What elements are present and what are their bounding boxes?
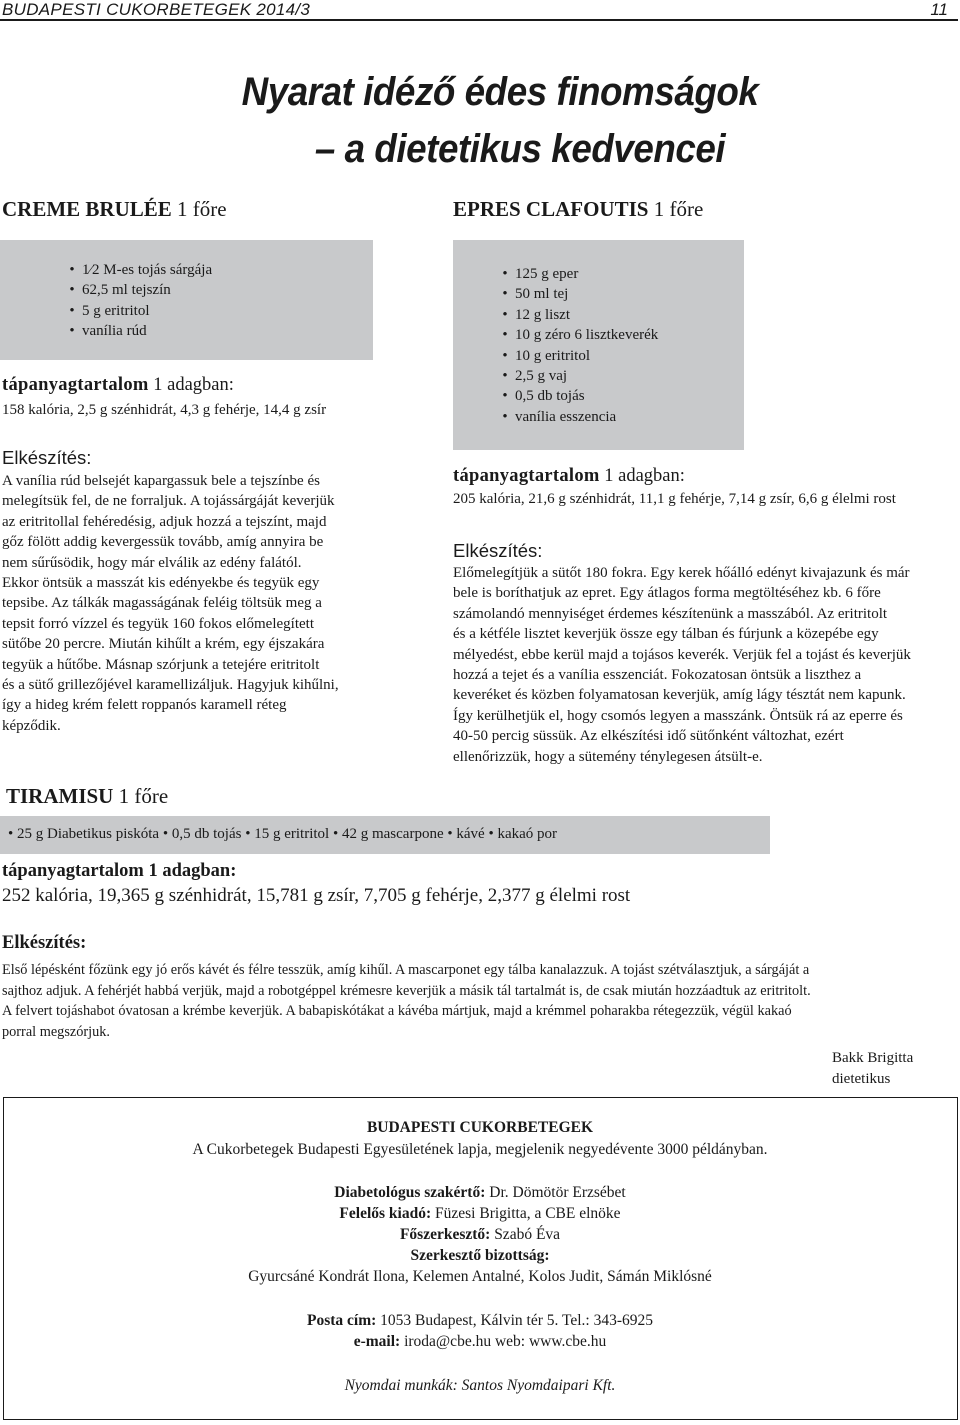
ingredient-item: • 0,5 db tojás [495,386,658,406]
masthead-publisher [0,1205,960,1223]
email-value: iroda@cbe.hu web: www.cbe.hu [404,1333,607,1350]
prep-line: A felvert tojáshabot óvatosan a krémbe keverjük. A babapiskótákat a kávéba mártjuk, majd a krémmel poharakba rétegezzük, végül kakaó [2,1003,792,1019]
masthead-board-label: Szerkesztő bizottság: [410,1247,550,1264]
masthead-board: Gyurcsáné Kondrát Ilona, Kelemen Antalné, Kolos Judit, Sámán Miklósné [248,1268,712,1285]
ingredient-item: • 10 g zéro 6 lisztkeverék [495,325,658,345]
prep-line: így a hideg krém felett roppanós karamell réteg [2,697,287,714]
ingredient-item: • vanília rúd [62,321,212,341]
ingredient-item: 25 g Diabetikus piskóta [17,826,160,842]
ingredient-item: • 62,5 ml tejszín [62,280,212,300]
page-title-line1: Nyarat idéző édes finomságok [241,70,759,114]
tiramisu-ingredients: • 25 g Diabetikus piskóta • 0,5 db tojás • 15 g eritritol • 42 g mascarpone • kávé • kakaó por [8,826,558,842]
clafoutis-ingredients [495,264,658,427]
tiramisu-name: TIRAMISU [6,784,114,808]
expert-name: Dr. Dömötör Erzsébet [489,1184,626,1201]
nutrition-label: tápanyagtartalom [453,466,600,486]
creme-brulee-prep [2,471,374,736]
prep-line: Első lépésként főzünk egy jó erős kávét és félre tesszük, amíg kihűl. A mascarponet egy tálba kanalazzuk. A tojást szétválasztjuk, a sárgáját a [2,962,810,978]
ingredient-item: • 5 g eritritol [62,301,212,321]
creme-brulee-servings: 1 főre [177,197,227,221]
clafoutis-ingredients-box [453,240,744,450]
prep-line: Így kerülhetjük el, hogy csomós legyen a masszánk. Öntsük rá az eperre és [453,707,903,724]
address-value: 1053 Budapest, Kálvin tér 5. Tel.: 343-6925 [380,1312,654,1329]
creme-brulee-nutrition: 158 kalória, 2,5 g szénhidrát, 4,3 g fehérje, 14,4 g zsír [2,402,327,418]
page-number: 11 [930,0,948,19]
page-title-line2: – a dietetikus kedvencei [314,127,726,171]
ingredient-item: kávé [456,826,485,842]
creme-brulee-ingredients-box [0,240,373,360]
prep-line: ellenőrizzük, hogy a sütemény ténylegesen átsült-e. [453,748,763,765]
tiramisu-ingredients-box [0,816,770,854]
creme-brulee-heading [2,197,227,222]
prep-line: tegyük a hűtőbe. Másnap szórjunk a tetejére eritritolt [2,656,320,673]
tiramisu-prep-label: Elkészítés: [2,933,87,953]
ingredient-item: • 12 g liszt [495,305,658,325]
author-signature [832,1048,913,1090]
ingredient-item: • 2,5 g vaj [495,366,658,386]
clafoutis-heading [453,197,703,222]
clafoutis-nutrition: 205 kalória, 21,6 g szénhidrát, 11,1 g fehérje, 7,14 g zsír, 6,6 g élelmi rost [453,491,896,507]
publisher-name: Füzesi Brigitta, a CBE elnöke [435,1205,621,1222]
masthead-address [0,1312,960,1330]
prep-line: sütőbe 20 percre. Miután kihűlt a krém, egy éjszakára [2,636,325,653]
address-label: Posta cím: [306,1312,377,1329]
clafoutis-nutrition-heading [453,466,685,487]
creme-brulee-name: CREME BRULÉE [2,197,172,221]
tiramisu-nutrition: 252 kalória, 19,365 g szénhidrát, 15,781 g zsír, 7,705 g fehérje, 2,377 g élelmi rost [2,885,631,906]
creme-brulee-ingredients [62,260,212,342]
prep-line: és a sütő grillezőjével karamellizáljuk. Hagyjuk kihűlni, [2,677,339,694]
masthead-org: BUDAPESTI CUKORBETEGEK [366,1119,594,1136]
author-role: dietetikus [832,1071,891,1087]
nutrition-label: tápanyagtartalom [2,375,149,395]
prep-line: gőz fölött addig kevergessük tovább, amíg annyira be [2,534,324,551]
publisher-label: Felelős kiadó: [339,1205,432,1222]
ingredient-item: 0,5 db tojás [171,826,242,842]
prep-line: A vanília rúd belsejét kapargassuk bele a tejszínbe és [2,473,320,489]
prep-line: melegítsük fel, de ne forraljuk. A tojássárgáját keverjük [2,493,335,510]
prep-line: bele is boríthatjuk az epret. Egy átlagos forma megtöltéséhez kb. 6 főre [453,585,881,602]
prep-line: képződik. [2,717,61,734]
nutrition-suffix: 1 adagban: [153,375,234,395]
publication-header: BUDAPESTI CUKORBETEGEK 2014/3 [2,0,311,19]
ingredient-item: • 10 g eritritol [495,346,658,366]
prep-line: tepsit forró vízzel és tegyük 160 fokos előmelegített [2,615,314,632]
prep-line: hozzá a tejet és a vanília esszenciát. Fokozatosan öntsük a liszthez a [453,667,862,684]
masthead-printer: Nyomdai munkák: Santos Nyomdaipari Kft. [344,1377,616,1394]
header-rule [0,19,958,21]
creme-brulee-prep-label: Elkészítés: [2,447,92,468]
prep-line: mélyedést, ebbe kerül majd a tojásos keverék. Verjük fel a tojást és keverjük [453,646,911,663]
ingredient-item: • vanília esszencia [495,407,658,427]
prep-line: számolandó mennyiséget érdemes készítenünk a masszából. Az eritritolt [453,605,888,622]
prep-line: sajthoz adjuk. A fehérjét habbá verjük, majd a robotgéppel krémesre keverjük a másik tál tartalmát is, de csak miután hozzáadtuk az eritritolt. [2,982,811,999]
editor-label: Főszerkesztő: [399,1226,491,1243]
prep-line: Ekkor öntsük a masszát kis edényekbe és tegyük egy [2,575,320,592]
masthead-description: A Cukorbetegek Budapesti Egyesületének lapja, megjelenik negyedévente 3000 példányban. [192,1141,768,1158]
prep-line: nem sűrűsödik, hogy már elválik az edény falától. [2,554,302,571]
ingredient-item: 42 g mascarpone [341,826,444,842]
prep-line: 40-50 percig süssük. Az elkészítési idő sütőnként változhat, ezért [453,728,844,745]
clafoutis-name: EPRES CLAFOUTIS [453,197,649,221]
email-label: e-mail: [353,1333,401,1350]
nutrition-suffix: 1 adagban: [604,466,685,486]
masthead-email [0,1333,960,1351]
prep-line: keveréket és közben folyamatosan keverjük, amíg lágy tésztát nem kapunk. [453,687,906,704]
ingredient-item: 15 g eritritol [254,826,330,842]
creme-brulee-nutrition-heading [2,375,234,396]
prep-line: tepsibe. Az tálkák magasságának feléig töltsük meg a [2,595,322,612]
prep-line: és a kétféle lisztet keverjük össze egy tálban és fúrjunk a közepébe egy [453,626,879,643]
tiramisu-prep [2,960,960,1042]
ingredient-item: kakaó por [497,826,558,842]
clafoutis-prep-label: Elkészítés: [453,540,543,561]
tiramisu-heading [6,784,168,809]
tiramisu-servings: 1 főre [118,784,169,808]
ingredient-item: • 1⁄2 M-es tojás sárgája [62,260,212,280]
clafoutis-servings: 1 főre [653,197,704,221]
expert-label: Diabetológus szakértő: [334,1184,486,1201]
prep-line: porral megszórjuk. [2,1023,110,1040]
tiramisu-nutrition-heading: tápanyagtartalom 1 adagban: [2,861,237,881]
masthead-editor [0,1226,960,1244]
prep-line: Előmelegítjük a sütőt 180 fokra. Egy kerek hőálló edényt kivajazunk és már [453,565,910,581]
prep-line: az eritritollal fehéredésig, adjuk hozzá a tejszínt, majd [2,513,327,530]
ingredient-item: • 50 ml tej [495,284,658,304]
masthead-expert [0,1184,960,1202]
editor-name: Szabó Éva [494,1226,561,1243]
ingredient-item: • 125 g eper [495,264,658,284]
author-name: Bakk Brigitta [832,1050,914,1066]
clafoutis-prep [453,563,957,767]
